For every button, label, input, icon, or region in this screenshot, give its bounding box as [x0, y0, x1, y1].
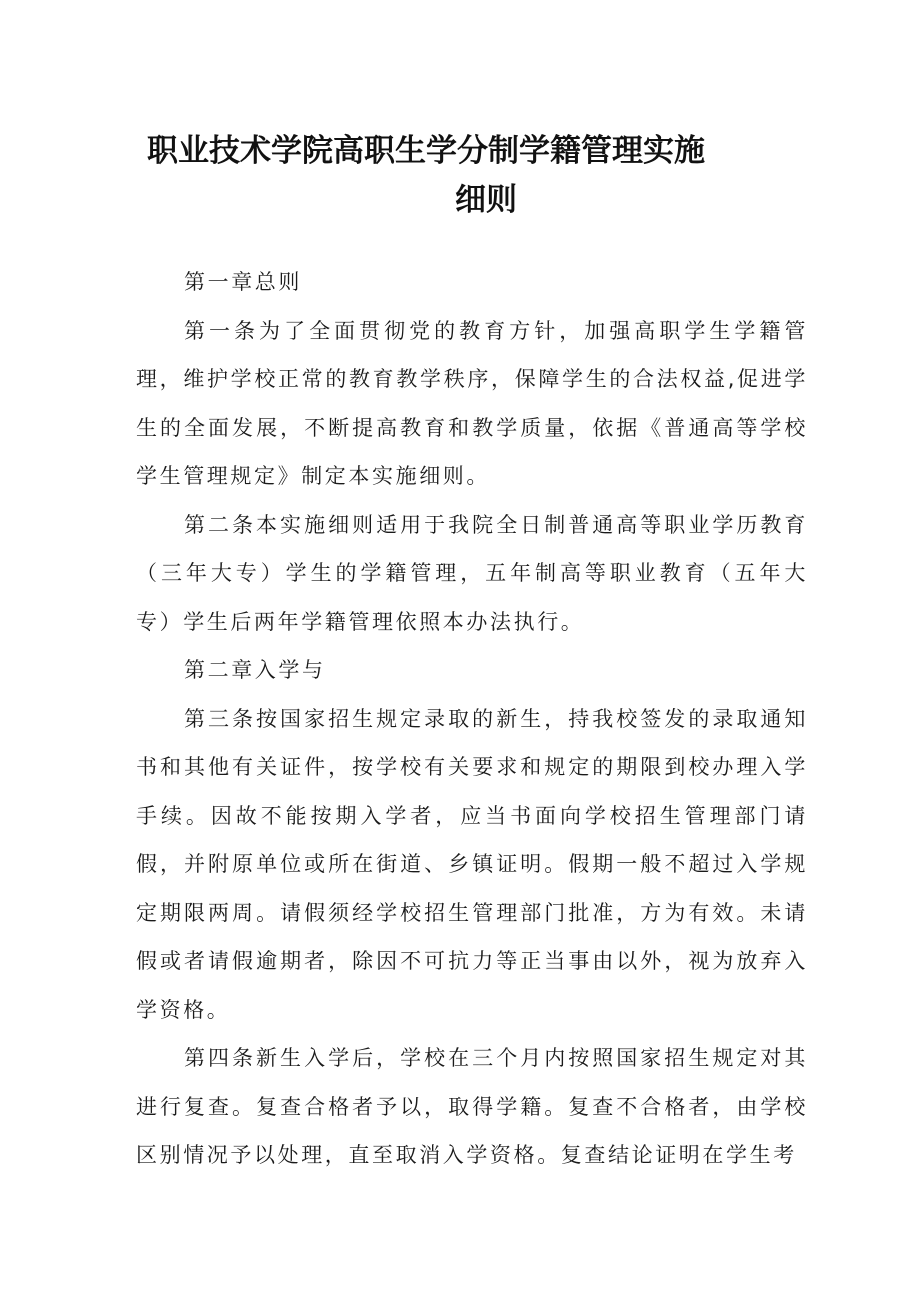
document-title-line-1: 职业技术学院高职生学分制学籍管理实施: [147, 133, 705, 169]
article-paragraph: 第三条按国家招生规定录取的新生，持我校签发的录取通知书和其他有关证件，按学校有关要求和规定的期限到校办理入学手续。因故不能按期入学者，应当书面向学校招生管理部门请假，并附原单位或所在街道、乡镇证明。假期一般不超过入学规定期限两周。请假须经学校招生管理部门批准，方为有效。未请假或者请假逾期者，除因不可抗力等正当事由以外，视为放弃入学资格。: [136, 706, 808, 1022]
document-title-line-2: 细则: [455, 182, 517, 218]
document-body: [136, 258, 808, 1180]
chapter-heading: 第二章入学与: [184, 658, 326, 682]
article-paragraph: 第二条本实施细则适用于我院全日制普通高等职业学历教育（三年大专）学生的学籍管理，五年制高等职业教育（五年大专）学生后两年学籍管理依照本办法执行。: [136, 512, 808, 634]
article-paragraph: 第一条为了全面贯彻党的教育方针，加强高职学生学籍管理，维护学校正常的教育教学秩序，保障学生的合法权益,促进学生的全面发展，不断提高教育和教学质量，依据《普通高等学校学生管理规定》制定本实施细则。: [136, 318, 808, 488]
article-paragraph: 第四条新生入学后，学校在三个月内按照国家招生规定对其进行复查。复查合格者予以，取得学籍。复查不合格者，由学校区别情况予以处理，直至取消入学资格。复查结论证明在学生考: [136, 1046, 808, 1167]
chapter-heading: 第一章总则: [184, 270, 302, 294]
